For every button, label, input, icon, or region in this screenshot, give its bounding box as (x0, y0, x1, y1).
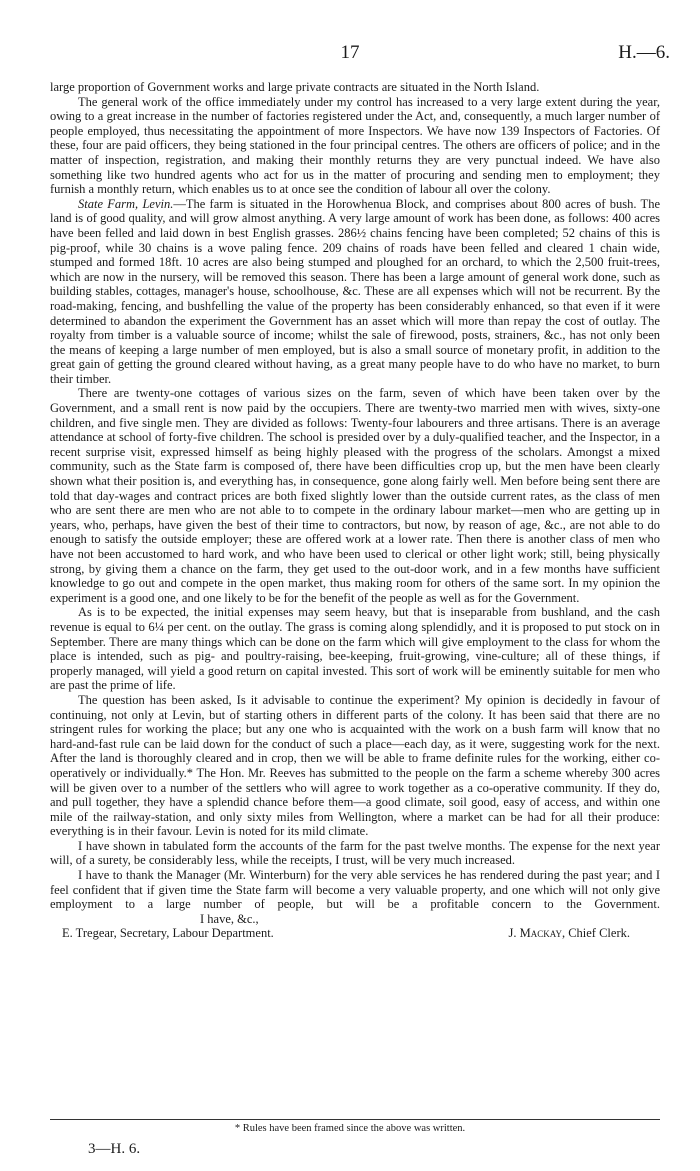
closing-text: I have to thank the Manager (Mr. Winterburn) for the very able services he has rendered during the past year; and I feel confident that if given time the State farm will become a very valuable property, and one which will not only give employment to a large number of people, but will be a profitable concern to the Government. (50, 868, 660, 912)
recipient: E. Tregear, Secretary, Labour Department. (62, 926, 274, 941)
paragraph: I have shown in tabulated form the accounts of the farm for the past twelve months. The expense for the next year will, of a surety, be considerably less, while the receipts, I trust, will be very much increased. (50, 838, 660, 868)
signatory (509, 926, 630, 941)
paragraph: The general work of the office immediately under my control has increased to a very large extent during the year, owing to a great increase in the number of factories registered under the Act, and, consequently, a much larger number of people employed, thus necessitating the appointment of more Inspectors. We have now 139 Inspectors of Factories. Of these, four are paid officers, they being stationed in the four principal centres. The others are officers of police; and in the matter of inspection, registration, and making their monthly returns they are very punctual indeed. We have also something like two hundred agents who act for us in the matter of procuring and sending men to employment; they furnish a monthly return, which enables us to at once see the condition of labour all over the colony. (50, 94, 660, 197)
signatory-title: , Chief Clerk. (561, 926, 630, 941)
paragraph: There are twenty-one cottages of various sizes on the farm, seven of which have been taken over by the Government, and a small rent is now paid by the occupiers. There are twenty-two married men with wives, sixty-one children, and five single men. They are divided as follows: Twenty-four labourers and three artisans. There is an average attendance at school of forty-five children. The school is presided over by a duly-qualified teacher, and the Inspector, in a recent surprise visit, expressed himself as being highly pleased with the progress of the scholars. Amongst a mixed community, such as the State farm is composed of, there have been difficulties crop up, but the men have been clearly shown what their position is, and everything has, in consequence, gone along fairly well. Men before being sent there are told that day-wages and contract prices are both fixed slightly lower than the outside current rates, as the class of men who are sent there are men who are not able to to compete in the ordinary labour market—men who are getting up in years, who, perhaps, have given the best of their time to contractors, but now, by reason of age, &c., are not able to do enough to satisfy the outside employer; these are offered work at a lower rate. Then there is another class of men who have not been accustomed to hard work, and who have been used to clerical or other light work; still, being physically strong, by giving them a chance on the farm, they get used to the out-door work, and in a few months have sufficient knowledge to go out and compete in the open market, thus making room for others of the same sort. In my opinion the experiment is a good one, and one likely to be for the benefit of the people as well as for the Government. (50, 386, 660, 605)
document-code: H.—6. (618, 42, 670, 63)
closing-paragraph (50, 868, 660, 926)
footnote-divider (50, 1119, 660, 1120)
paragraph-text: —The farm is situated in the Horowhenua Block, and comprises about 800 acres of bush. The land is of good quality, and will grow almost anything. A very large amount of work has been done, as follows: 400 acres have been felled and laid down in best English grasses. 286½ chains fencing have been completed; 52 chains of this is pig-proof, while 30 chains is a wove paling fence. 209 chains of roads have been felled and cleared 1 chain wide, stumped and formed 18ft. 10 acres are also being stumped and ploughed for an orchard, to which the 2,500 fruit-trees, which are now in the nursery, will be removed this season. There has been a large amount of general work done, such as building stables, cottages, manager's house, schoolhouse, &c. These are all expenses which will not be recurrent. By the road-making, fencing, and bushfelling the value of the property has been considerably enhanced, so that even if it were determined to abandon the experiment the Government has an asset which will more than repay the cost of outlay. The royalty from timber is a valuable source of income; whilst the sale of firewood, posts, strainers, &c., has not only been the means of keeping a large number of men employed, but is also a small source of monetary profit, in addition to the great gain of getting the ground cleared without having, as a great many people have to do who have no market, to burn their timber. (50, 196, 660, 386)
paragraph: The question has been asked, Is it advisable to continue the experiment? My opinion is decidedly in favour of continuing, not only at Levin, but of starting others in different parts of the colony. It has been said that there are no stringent rules for working the place; but any one who is acquainted with the work on a bush farm will know that no hard-and-fast rule can be laid down for the conduct of such a place—each day, as it were, suggesting work for the next. After the land is thoroughly cleared and in crop, then we will be able to frame definite rules for the working, either co-operatively or individually.* The Hon. Mr. Reeves has submitted to the people on the farm a scheme whereby 300 acres will be given over to a number of the settlers who will agree to work together as a co-operative community. If they do, and pull together, they have a splendid chance before them—a good climate, soil good, easy of access, and within one mile of the railway-station, and only sixty miles from Wellington, where a market can be had for all their produce: everything is in their favour. Levin is noted for its mild climate. (50, 692, 660, 839)
page-number: 17 (340, 42, 360, 63)
footnote: * Rules have been framed since the above was written. (234, 1123, 466, 1134)
section-heading: State Farm, Levin. (78, 196, 174, 211)
body-text (50, 80, 660, 941)
signatory-name: J. Mackay (508, 926, 562, 941)
signature-row (50, 926, 660, 941)
paragraph: As is to be expected, the initial expenses may seem heavy, but that is inseparable from bushland, and the cash revenue is equal to 6¼ per cent. on the outlay. The grass is coming along splendidly, and it is proposed to put stock on in September. There are many things which can be done on the farm which will give employment to the class for whom the place is intended, such as pig- and poultry-raising, bee-keeping, fruit-growing, vine-culture; all of these things, if properly managed, will yield a good return on capital invested. This sort of work will be eminently suitable for men who are past the prime of life. (50, 605, 660, 693)
sign-off: I have, &c., (200, 911, 259, 926)
paragraph: large proportion of Government works and large private contracts are situated in the North Island. (50, 80, 540, 94)
paragraph-state-farm (50, 197, 660, 387)
footer-code: 3—H. 6. (88, 1141, 141, 1157)
